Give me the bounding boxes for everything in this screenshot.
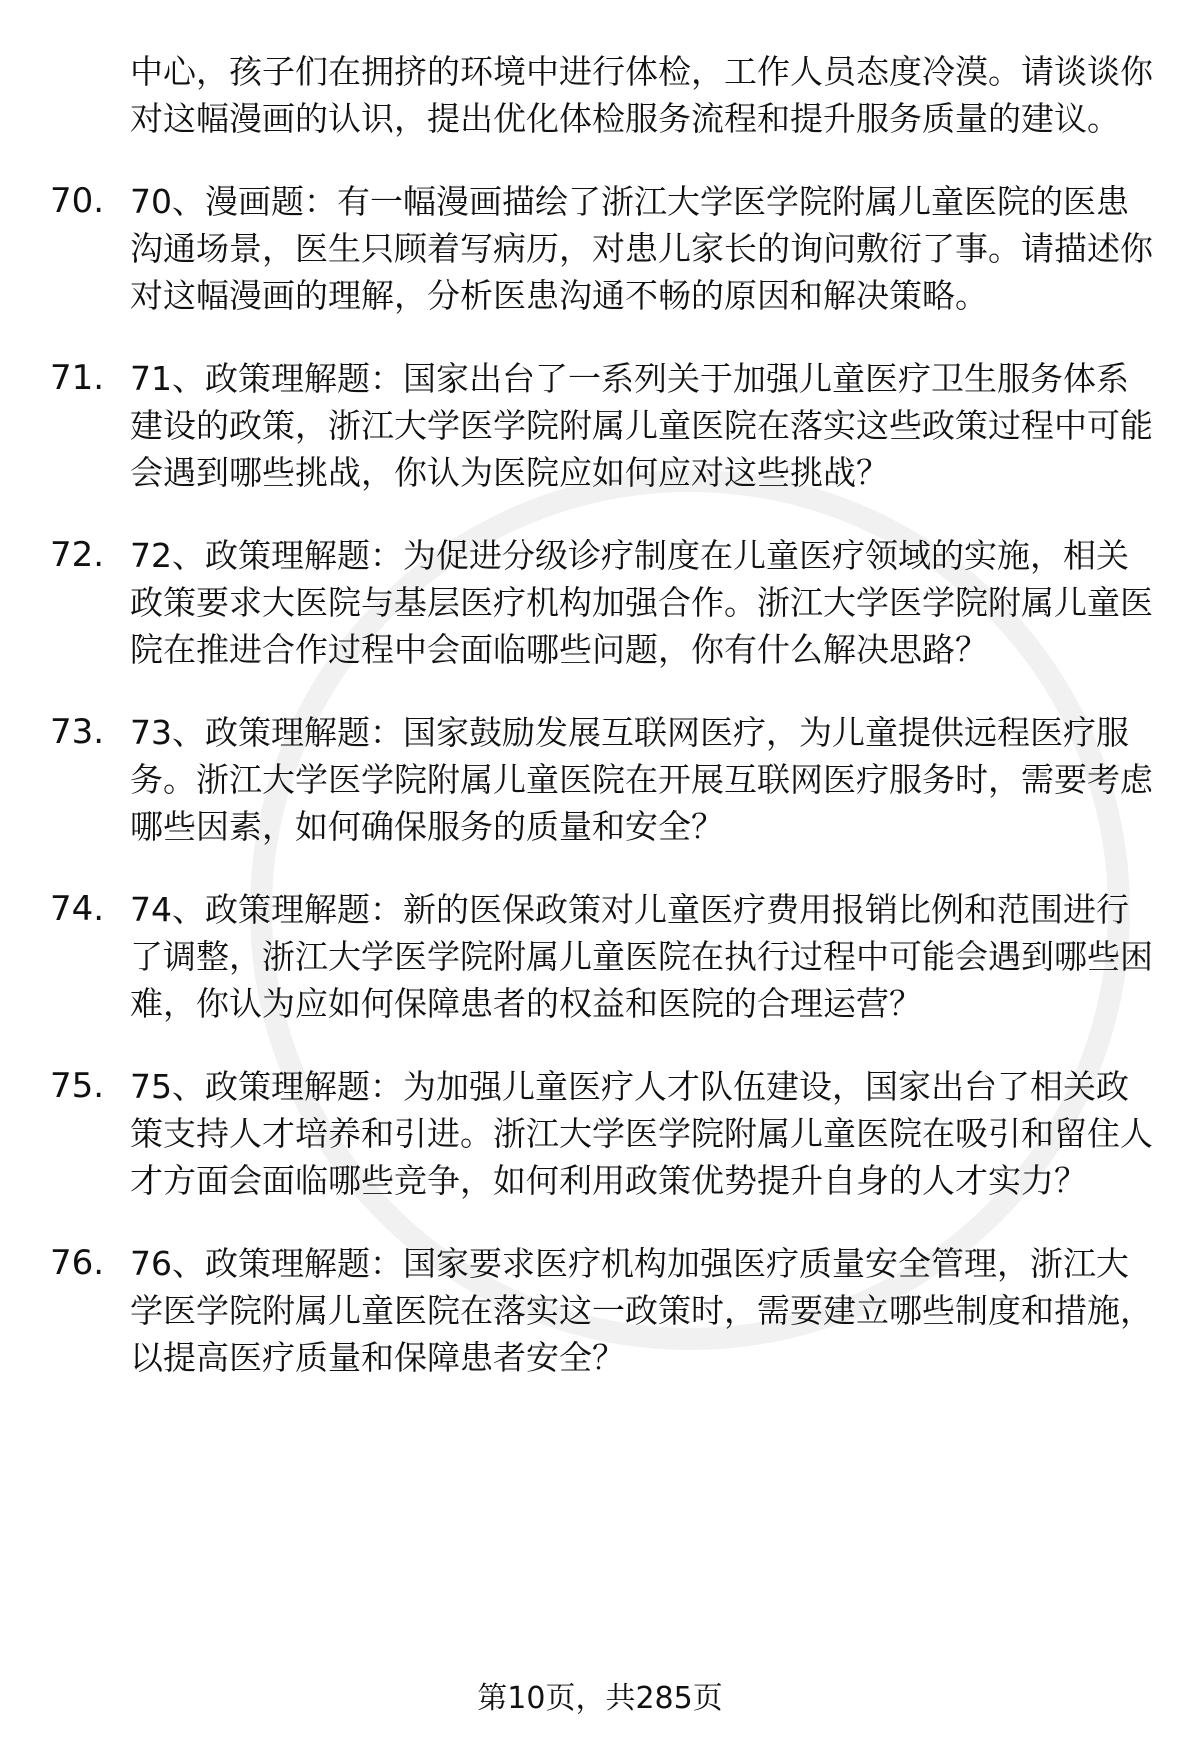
- question-text: 73、政策理解题：国家鼓励发展互联网医疗，为儿童提供远程医疗服务。浙江大学医学院附属儿童医院在开展互联网医疗服务时，需要考虑哪些因素，如何确保服务的质量和安全？: [130, 713, 1153, 846]
- question-text: 71、政策理解题：国家出台了一系列关于加强儿童医疗卫生服务体系建设的政策，浙江大学医学院附属儿童医院在落实这些政策过程中可能会遇到哪些挑战，你认为医院应如何应对这些挑战？: [130, 359, 1153, 492]
- question-number: 73.: [50, 712, 105, 752]
- question-list: [50, 48, 1160, 1417]
- continued-question-text: 中心，孩子们在拥挤的环境中进行体检，工作人员态度冷漠。请谈谈你对这幅漫画的认识，提出优化体检服务流程和提升服务质量的建议。: [130, 52, 1153, 138]
- question-text: 75、政策理解题：为加强儿童医疗人才队伍建设，国家出台了相关政策支持人才培养和引进。浙江大学医学院附属儿童医院在吸引和留住人才方面会面临哪些竞争，如何利用政策优势提升自身的人才实力？: [130, 1067, 1153, 1200]
- question-number: 74.: [50, 889, 105, 929]
- question-text: 74、政策理解题：新的医保政策对儿童医疗费用报销比例和范围进行了调整，浙江大学医学院附属儿童医院在执行过程中可能会遇到哪些困难，你认为应如何保障患者的权益和医院的合理运营？: [130, 890, 1153, 1023]
- question-item-73: [50, 709, 1160, 850]
- question-number: 72.: [50, 535, 105, 575]
- page-footer: 第10页，共285页: [477, 1681, 723, 1716]
- question-item-76: [50, 1240, 1160, 1381]
- question-number: 70.: [50, 181, 105, 221]
- question-item-74: [50, 886, 1160, 1027]
- question-item-75: [50, 1063, 1160, 1204]
- question-text: 70、漫画题：有一幅漫画描绘了浙江大学医学院附属儿童医院的医患沟通场景，医生只顾着写病历，对患儿家长的询问敷衍了事。请描述你对这幅漫画的理解，分析医患沟通不畅的原因和解决策略。: [130, 182, 1153, 315]
- question-item-70: [50, 178, 1160, 319]
- question-number: 76.: [50, 1243, 105, 1283]
- question-number: 71.: [50, 358, 105, 398]
- question-text: 72、政策理解题：为促进分级诊疗制度在儿童医疗领域的实施，相关政策要求大医院与基层医疗机构加强合作。浙江大学医学院附属儿童医院在推进合作过程中会面临哪些问题，你有什么解决思路？: [130, 536, 1153, 669]
- question-item-72: [50, 532, 1160, 673]
- question-number: 75.: [50, 1066, 105, 1106]
- question-text: 76、政策理解题：国家要求医疗机构加强医疗质量安全管理，浙江大学医学院附属儿童医院在落实这一政策时，需要建立哪些制度和措施，以提高医疗质量和保障患者安全？: [130, 1244, 1153, 1377]
- question-item-71: [50, 355, 1160, 496]
